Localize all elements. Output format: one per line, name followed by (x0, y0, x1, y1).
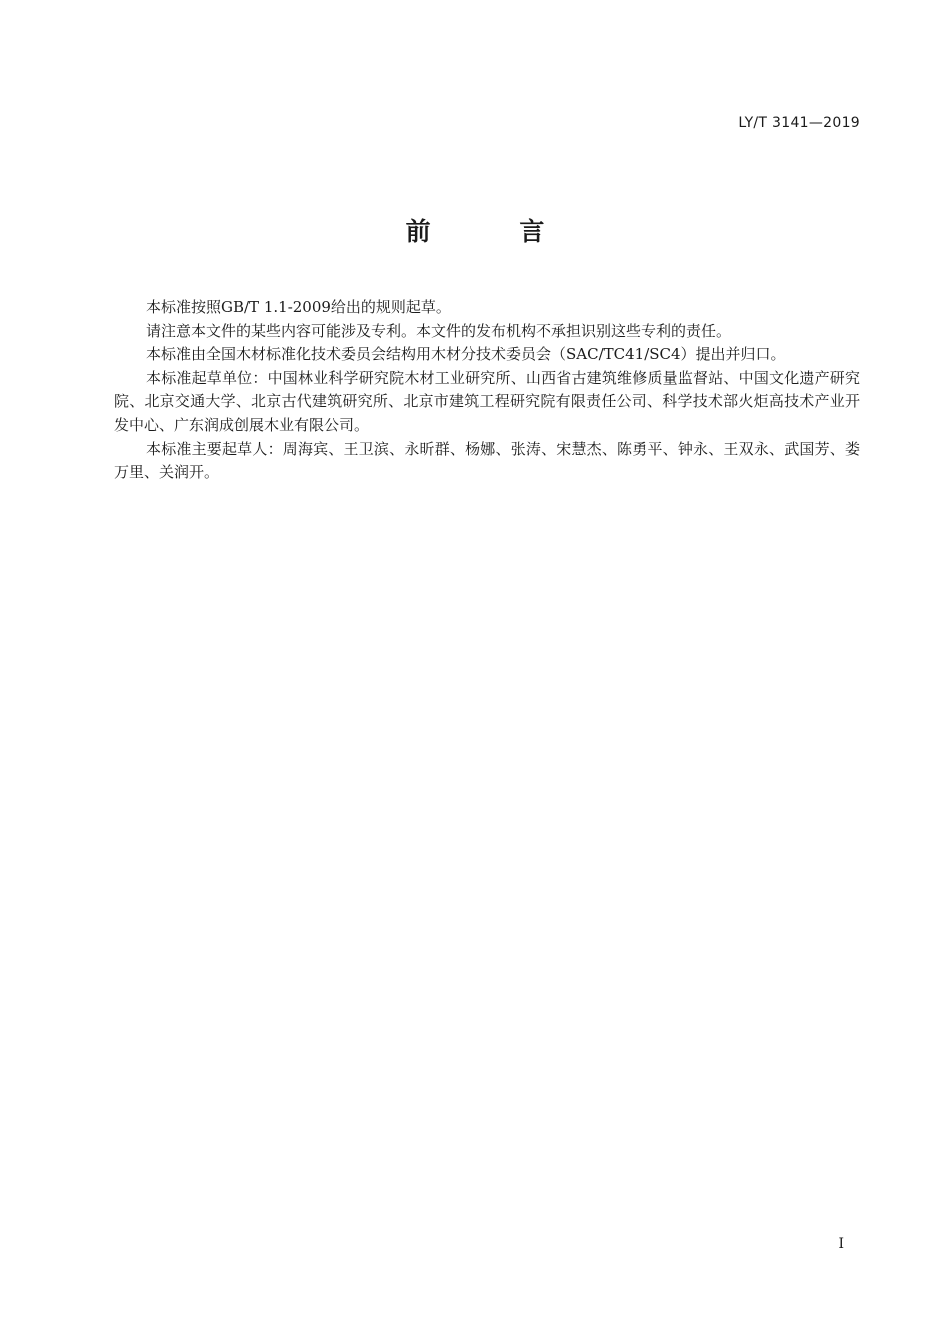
paragraph-drafting-units: 本标准起草单位：中国林业科学研究院木材工业研究所、山西省古建筑维修质量监督站、中国文化遗产研究院、北京交通大学、北京古代建筑研究所、北京市建筑工程研究院有限责任公司、科学技术部火炬高技术产业开发中心、广东润成创展木业有限公司。 (114, 368, 860, 434)
paragraph-drafting-rules: 本标准按照GB/T 1.1-2009给出的规则起草。 (146, 298, 451, 316)
page-number: I (838, 1236, 844, 1252)
paragraph-drafters: 本标准主要起草人：周海宾、王卫滨、永昕群、杨娜、张涛、宋慧杰、陈勇平、钟永、王双永、武国芳、娄万里、关润开。 (114, 439, 860, 482)
document-code: LY/T 3141—2019 (738, 115, 860, 131)
paragraph-patent-notice: 请注意本文件的某些内容可能涉及专利。本文件的发布机构不承担识别这些专利的责任。 (146, 321, 732, 340)
body-text (114, 296, 860, 485)
paragraph-proposer: 本标准由全国木材标准化技术委员会结构用木材分技术委员会（SAC/TC41/SC4）提出并归口。 (146, 345, 786, 364)
page-title: 前 言 (405, 217, 585, 246)
